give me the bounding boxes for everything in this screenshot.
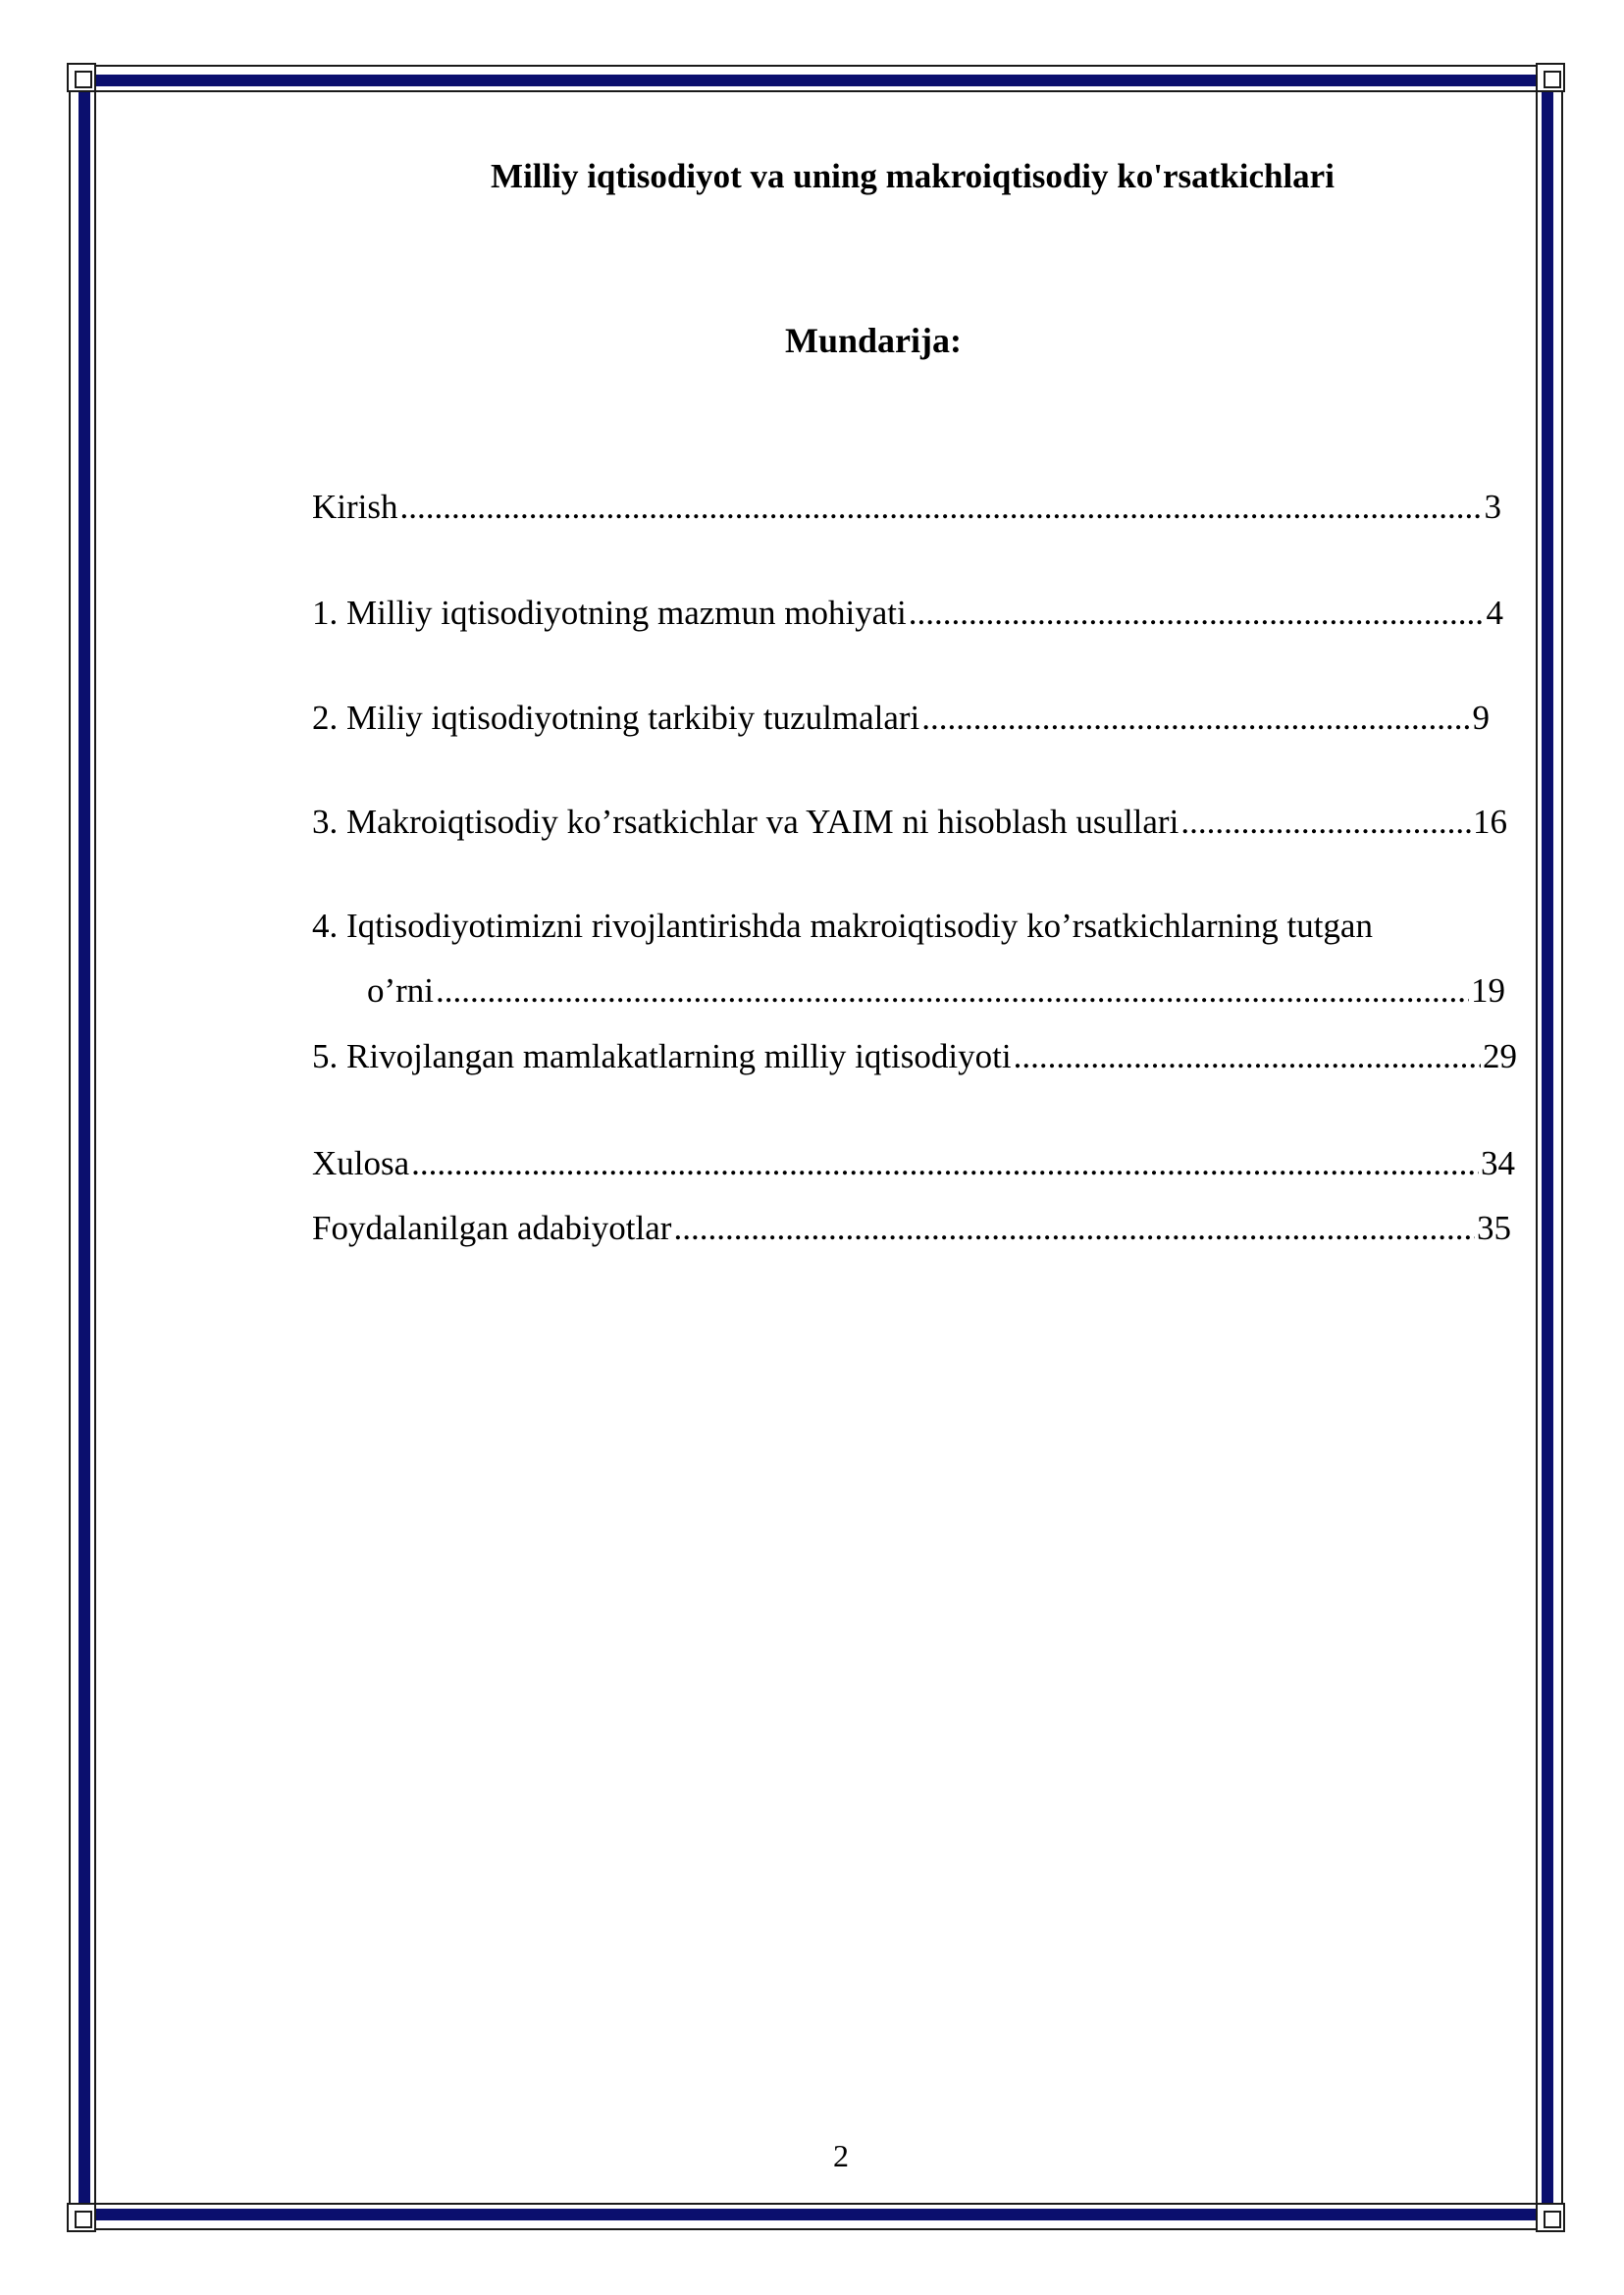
toc-entry-label: Foydalanilgan adabiyotlar — [312, 1209, 672, 1247]
toc-entry-page: 35 — [1477, 1209, 1511, 1247]
frame-corner-ornament — [67, 63, 96, 92]
toc-entry-label: 5. Rivojlangan mamlakatlarning milliy iqtisodiyoti — [312, 1037, 1012, 1075]
page-number: 2 — [833, 2138, 849, 2173]
toc-leader-dots — [909, 592, 1485, 635]
toc-entry-page: 9 — [1472, 699, 1490, 737]
toc-leader-dots — [921, 697, 1470, 740]
toc-entry-kirish[interactable] — [312, 486, 1501, 529]
toc-entry-label: 2. Miliy iqtisodiyotning tarkibiy tuzulmalari — [312, 699, 920, 737]
document-title: Milliy iqtisodiyot va uning makroiqtisodiy ko'rsatkichlari — [491, 157, 1335, 195]
toc-entry-section-3[interactable] — [312, 801, 1507, 844]
toc-entry-label: Xulosa — [312, 1144, 410, 1182]
toc-entry-page: 19 — [1471, 971, 1505, 1010]
toc-entry-page: 34 — [1481, 1144, 1515, 1182]
toc-entry-xulosa[interactable] — [312, 1142, 1515, 1185]
toc-entry-label: 3. Makroiqtisodiy ko’rsatkichlar va YAIM ni hisoblash usullari — [312, 803, 1179, 841]
toc-entry-section-2[interactable] — [312, 697, 1490, 740]
toc-entry-label: o’rni — [367, 971, 435, 1010]
frame-corner-ornament — [1536, 63, 1565, 92]
toc-entry-page: 3 — [1484, 488, 1501, 526]
toc-leader-dots — [1014, 1035, 1481, 1078]
toc-entry-page: 4 — [1486, 594, 1503, 632]
toc-entry-section-4[interactable] — [367, 969, 1505, 1013]
toc-entry-section-4-line1: 4. Iqtisodiyotimizni rivojlantirishda makroiqtisodiy ko’rsatkichlarning tutgan — [312, 907, 1373, 945]
toc-leader-dots — [411, 1142, 1479, 1185]
toc-entry-section-5[interactable] — [312, 1035, 1517, 1078]
toc-leader-dots — [436, 969, 1469, 1013]
toc-entry-label: Kirish — [312, 488, 398, 526]
frame-corner-ornament — [67, 2203, 96, 2232]
toc-entry-label: 1. Milliy iqtisodiyotning mazmun mohiyati — [312, 594, 907, 632]
toc-entry-page: 29 — [1483, 1037, 1517, 1075]
toc-leader-dots — [400, 486, 1483, 529]
toc-heading: Mundarija: — [785, 321, 962, 360]
toc-entry-section-1[interactable] — [312, 592, 1503, 635]
toc-leader-dots — [1180, 801, 1471, 844]
frame-corner-ornament — [1536, 2203, 1565, 2232]
toc-entry-page: 16 — [1473, 803, 1507, 841]
toc-leader-dots — [673, 1207, 1475, 1250]
toc-entry-adabiyotlar[interactable] — [312, 1207, 1511, 1250]
